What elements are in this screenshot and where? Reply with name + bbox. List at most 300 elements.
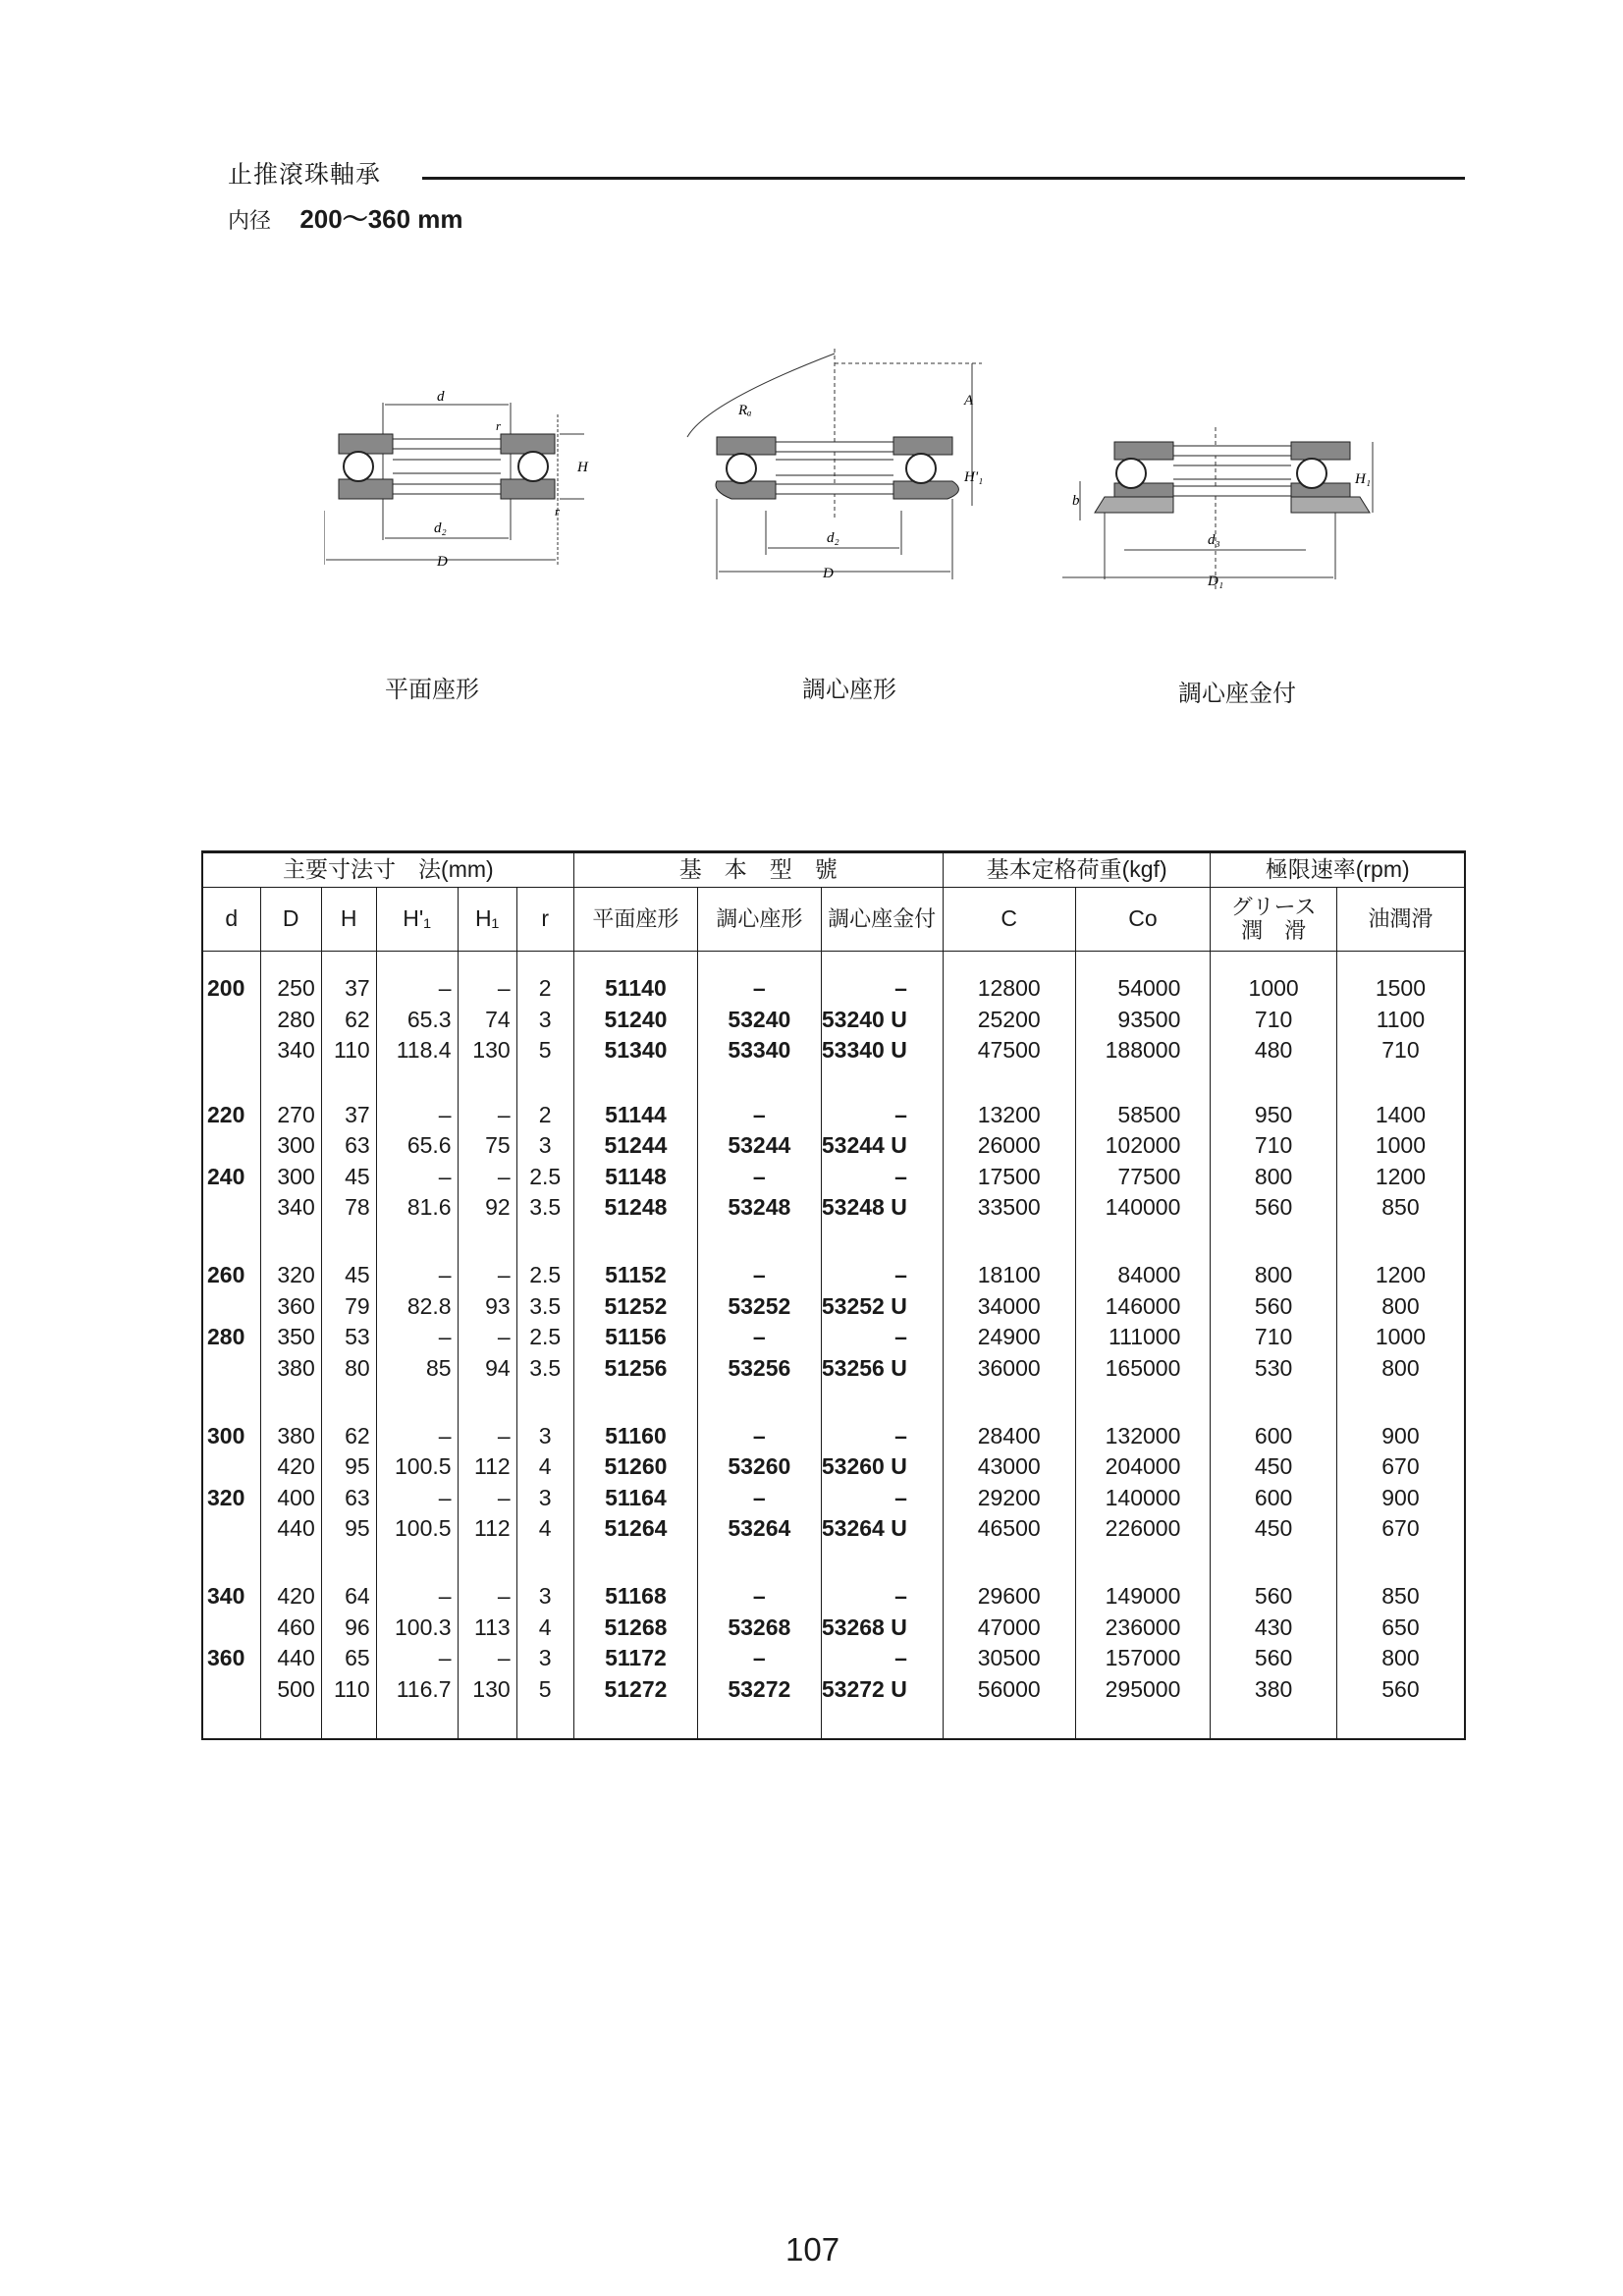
table-row-value: 53248 U (821, 1194, 907, 1221)
table-row-value: 500 (277, 1675, 315, 1702)
table-row-value: 2.5 (529, 1262, 562, 1288)
table-cell-col-5 (516, 1417, 573, 1578)
table-row-value: 200 (207, 975, 245, 1001)
table-row-value: 53268 U (821, 1613, 907, 1640)
table-row-value: 37 (345, 1101, 370, 1127)
table-row-value: 53268 (728, 1613, 791, 1640)
page-number: 107 (785, 2231, 840, 2268)
table-row-value: 480 (1254, 1037, 1293, 1064)
table-row-value: 1200 (1375, 1163, 1427, 1189)
table-row-value: – (497, 1262, 511, 1288)
table-cell-col-8 (821, 1577, 943, 1738)
table-cell-col-3 (376, 952, 458, 1096)
table-row-value: 24900 (977, 1324, 1041, 1350)
col-header-aligning-seat: 調心座形 (698, 888, 821, 952)
table-cell-col-9 (943, 1256, 1075, 1417)
table-row-value: 220 (207, 1101, 245, 1127)
table-cell-col-0 (202, 1417, 260, 1578)
table-row-value: 3.5 (529, 1292, 562, 1319)
table-row-value: 75 (485, 1132, 511, 1159)
table-cell-col-0 (202, 1256, 260, 1417)
table-row-value (203, 1291, 260, 1323)
col-header-H1-prime: H'₁ (376, 888, 458, 952)
table-cell-col-4 (458, 952, 516, 1096)
table-row-value: – (752, 975, 766, 1001)
table-row-value: 149000 (1105, 1583, 1181, 1610)
table-cell-col-3 (376, 1577, 458, 1738)
table-row-value: 800 (1381, 1292, 1420, 1319)
group-header-dimensions: 主要寸法寸 法(mm) (202, 852, 573, 888)
table-cell-col-5 (516, 952, 573, 1096)
table-row-value: 51168 (605, 1583, 667, 1610)
table-row-value: 29600 (977, 1583, 1041, 1610)
table-row-value: – (752, 1324, 766, 1350)
table-row-value: 130 (472, 1675, 511, 1702)
subtitle (228, 199, 463, 236)
table-cell-col-8 (821, 1256, 943, 1417)
table-row-value: 65.3 (406, 1006, 452, 1032)
table-row-value (203, 1130, 260, 1162)
table-row-value: 430 (1254, 1613, 1293, 1640)
table-row-value: 280 (207, 1324, 245, 1350)
table-cell-col-9 (943, 1417, 1075, 1578)
table-row-value: 45 (345, 1262, 370, 1288)
svg-text:D: D (437, 554, 448, 570)
table-row-value: – (497, 1101, 511, 1127)
table-row-value: 710 (1381, 1037, 1420, 1064)
table-cell-col-9 (943, 1096, 1075, 1257)
table-spacer-row (202, 1738, 1465, 1739)
table-row-value: 140000 (1105, 1194, 1181, 1221)
table-row-value: 51256 (604, 1354, 668, 1381)
table-row-value: 320 (277, 1262, 315, 1288)
table-row-value (203, 1451, 260, 1483)
table-row-value: 51252 (604, 1292, 668, 1319)
table-row-value: 81.6 (406, 1194, 452, 1221)
diagram-label-flat-seat: 平面座形 (385, 676, 479, 703)
table-row-value (203, 1005, 260, 1036)
table-row-value: 53340 U (821, 1037, 907, 1064)
aligning-seat-bearing-drawing (677, 344, 1001, 589)
table-row-value: 65.6 (406, 1132, 452, 1159)
table-row-value: 25200 (977, 1006, 1041, 1032)
table-row-value: 800 (1254, 1163, 1293, 1189)
svg-text:D: D (823, 566, 834, 581)
table-row-value: 560 (1254, 1292, 1293, 1319)
svg-text:r: r (496, 418, 502, 433)
table-row-value: 63 (345, 1132, 370, 1159)
table-row-value: 670 (1381, 1515, 1420, 1542)
table-row-value: – (752, 1262, 766, 1288)
table-row-value: 53272 (728, 1675, 791, 1702)
table-cell-col-3 (376, 1417, 458, 1578)
table-row-value: 51340 (604, 1037, 668, 1064)
table-block (202, 1417, 1465, 1578)
table-row-value: – (894, 1484, 907, 1510)
table-cell-col-6 (573, 1417, 697, 1578)
page-title: 止推滾珠軸承 (228, 160, 382, 189)
svg-text:H: H (577, 460, 588, 475)
table-row-value (203, 1353, 260, 1385)
col-header-D: D (260, 888, 321, 952)
flat-seat-bearing-drawing (324, 383, 609, 579)
table-row-value: 95 (345, 1515, 370, 1542)
table-row-value: 53264 U (821, 1515, 907, 1542)
table-cell-col-2 (321, 1417, 376, 1578)
table-cell-col-12 (1336, 1577, 1465, 1738)
table-row-value: 240 (207, 1163, 245, 1189)
table-cell-col-12 (1336, 1096, 1465, 1257)
svg-text:r: r (555, 504, 561, 519)
table-row-value: 94 (485, 1354, 511, 1381)
table-row-value (203, 1674, 260, 1706)
table-row-value: 1400 (1375, 1101, 1427, 1127)
table-cell-col-0 (202, 952, 260, 1096)
table-block (202, 1577, 1465, 1738)
table-row-value: 950 (1254, 1101, 1293, 1127)
diagram-flat-seat (324, 383, 609, 579)
table-row-value: 51248 (604, 1194, 668, 1221)
table-row-value: 146000 (1105, 1292, 1181, 1319)
table-row-value: 46500 (977, 1515, 1041, 1542)
diagram-aligning-seat (677, 344, 1001, 589)
table-row-value: 236000 (1105, 1613, 1181, 1640)
table-row-value: 4 (538, 1453, 552, 1480)
table-row-value: 51156 (605, 1324, 667, 1350)
table-row-value (203, 1513, 260, 1545)
table-row-value: 36000 (977, 1354, 1041, 1381)
table-cell-col-7 (698, 1577, 821, 1738)
table-row-value: 1200 (1375, 1262, 1427, 1288)
table-row-value: 300 (207, 1422, 245, 1449)
table-row-value: 1500 (1375, 975, 1427, 1001)
table-cell-col-11 (1211, 952, 1336, 1096)
table-cell-col-7 (698, 1256, 821, 1417)
table-row-value: 33500 (977, 1194, 1041, 1221)
table-row-value: 110 (334, 1675, 370, 1702)
col-header-r: r (516, 888, 573, 952)
table-row-value: 900 (1381, 1484, 1420, 1510)
table-row-value: 26000 (977, 1132, 1041, 1159)
table-cell-col-2 (321, 952, 376, 1096)
table-row-value: 56000 (977, 1675, 1041, 1702)
table-row-value: 600 (1254, 1422, 1293, 1449)
table-row-value: 113 (474, 1613, 511, 1640)
table-row-value: 95 (345, 1453, 370, 1480)
table-row-value: 111000 (1109, 1324, 1181, 1350)
table-row-value: 28400 (977, 1422, 1041, 1449)
table-row-value: – (752, 1645, 766, 1671)
table-row-value: – (438, 1324, 452, 1350)
table-row-value: 53248 (728, 1194, 791, 1221)
table-cell-col-8 (821, 1417, 943, 1578)
table-row-value: 110 (334, 1037, 370, 1064)
table-cell-col-6 (573, 952, 697, 1096)
table-row-value: 85 (425, 1354, 452, 1381)
table-row-value: 3.5 (529, 1194, 562, 1221)
table-row-value: 51148 (605, 1163, 667, 1189)
table-row-value: 2.5 (529, 1324, 562, 1350)
table-row-value: 380 (277, 1422, 315, 1449)
svg-text:d₂: d₂ (434, 520, 447, 536)
table-row-value: 2 (538, 1101, 552, 1127)
table-row-value: – (497, 1422, 511, 1449)
group-header-speed: 極限速率(rpm) (1211, 852, 1465, 888)
table-cell-col-1 (260, 1256, 321, 1417)
table-row-value: 670 (1381, 1453, 1420, 1480)
table-row-value: 118.4 (396, 1037, 452, 1064)
table-row-value: 51152 (605, 1262, 667, 1288)
table-row-value: 800 (1254, 1262, 1293, 1288)
table-row-value: 3.5 (529, 1354, 562, 1381)
table-row-value: – (438, 1583, 452, 1610)
table-cell-col-4 (458, 1256, 516, 1417)
table-row-value: 1100 (1376, 1006, 1426, 1032)
table-cell-col-11 (1211, 1256, 1336, 1417)
table-row-value: 3 (538, 1583, 552, 1610)
table-row-value (203, 1035, 260, 1066)
table-row-value: 900 (1381, 1422, 1420, 1449)
table-row-value: 53272 U (821, 1675, 907, 1702)
table-row-value: 51260 (604, 1453, 668, 1480)
table-row-value: 53252 (728, 1292, 791, 1319)
table-row-value: – (438, 1484, 452, 1510)
table-row-value: 5 (538, 1675, 552, 1702)
table-cell-col-12 (1336, 1417, 1465, 1578)
table-row-value: 112 (474, 1515, 511, 1542)
table-row-value: 710 (1254, 1132, 1293, 1159)
table-row-value: 560 (1254, 1645, 1293, 1671)
table-row-value: 340 (277, 1037, 315, 1064)
table-row-value: 100.5 (395, 1515, 452, 1542)
table-row-value: – (894, 1262, 907, 1288)
table-cell-col-5 (516, 1577, 573, 1738)
table-row-value: 3 (538, 1422, 552, 1449)
table-row-value (203, 1613, 260, 1644)
table-row-value: 51244 (604, 1132, 668, 1159)
table-row-value: 74 (485, 1006, 511, 1032)
table-row-value: 450 (1254, 1453, 1293, 1480)
table-cell-col-9 (943, 1577, 1075, 1738)
table-cell-col-10 (1075, 952, 1211, 1096)
svg-text:H₁: H₁ (1355, 471, 1372, 487)
table-row-value: 78 (345, 1194, 370, 1221)
table-row-value: 710 (1254, 1324, 1293, 1350)
table-cell-col-6 (573, 1096, 697, 1257)
diagram-aligning-seat-washer (1060, 422, 1375, 599)
col-header-oil: 油潤滑 (1336, 888, 1465, 952)
table-row-value: 53256 U (821, 1354, 907, 1381)
table-row-value: – (438, 1422, 452, 1449)
table-row-value: 4 (538, 1613, 552, 1640)
table-row-value: 420 (277, 1453, 315, 1480)
table-row-value: 3 (538, 1132, 552, 1159)
table-row-value: 45 (345, 1163, 370, 1189)
table-row-value: 51268 (604, 1613, 668, 1640)
table-row-value: 1000 (1375, 1132, 1427, 1159)
table-cell-col-1 (260, 1577, 321, 1738)
table-row-value: – (497, 1484, 511, 1510)
table-row-value: – (497, 1583, 511, 1610)
table-row-value: 440 (277, 1645, 315, 1671)
table-row-value: 460 (277, 1613, 315, 1640)
table-cell-col-10 (1075, 1096, 1211, 1257)
table-row-value: 53244 (728, 1132, 791, 1159)
table-cell-col-10 (1075, 1577, 1211, 1738)
aligning-seat-washer-bearing-drawing (1060, 422, 1375, 599)
table-row-value: – (752, 1101, 766, 1127)
table-row-value: 380 (277, 1354, 315, 1381)
svg-text:A: A (964, 393, 974, 409)
table-row-value: – (497, 1324, 511, 1350)
table-row-value: – (894, 1645, 907, 1671)
table-row-value: 13200 (977, 1101, 1041, 1127)
table-row-value: 1000 (1248, 975, 1299, 1001)
table-row-value: 62 (345, 1422, 370, 1449)
table-row-value: – (438, 975, 452, 1001)
table-cell-col-2 (321, 1577, 376, 1738)
table-cell-col-4 (458, 1096, 516, 1257)
table-row-value: 100.5 (395, 1453, 452, 1480)
table-row-value: 112 (474, 1453, 511, 1480)
table-row-value: – (438, 1645, 452, 1671)
table-row-value: 18100 (977, 1262, 1041, 1288)
table-row-value: – (438, 1262, 452, 1288)
table-row-value: 64 (345, 1583, 370, 1610)
table-row-value: 100.3 (395, 1613, 452, 1640)
table-row-value: 295000 (1105, 1675, 1181, 1702)
table-row-value: 157000 (1105, 1645, 1181, 1671)
table-row-value: 51144 (605, 1101, 667, 1127)
table-row-value: 600 (1254, 1484, 1293, 1510)
table-row-value: 850 (1381, 1583, 1420, 1610)
table-row-value: 84000 (1117, 1262, 1181, 1288)
svg-text:d: d (437, 389, 445, 405)
table-cell-col-9 (943, 952, 1075, 1096)
table-row-value: 51160 (605, 1422, 667, 1449)
col-header-aligning-washer: 調心座金付 (821, 888, 943, 952)
table-cell-col-8 (821, 952, 943, 1096)
group-header-model: 基 本 型 號 (573, 852, 943, 888)
table-row-value: 54000 (1117, 975, 1181, 1001)
table-cell-col-3 (376, 1256, 458, 1417)
table-cell-col-0 (202, 1096, 260, 1257)
table-row-value: 2.5 (529, 1163, 562, 1189)
table-row-value: 116.7 (396, 1675, 452, 1702)
table-cell-col-10 (1075, 1256, 1211, 1417)
table-row-value: 1000 (1375, 1324, 1427, 1350)
table-row-value: 188000 (1105, 1037, 1181, 1064)
table-row-value: 96 (345, 1613, 370, 1640)
table-row-value: 340 (277, 1194, 315, 1221)
table-row-value: 53264 (728, 1515, 791, 1542)
table-cell-col-7 (698, 1096, 821, 1257)
table-row-value: 47000 (977, 1613, 1041, 1640)
table-cell-col-11 (1211, 1577, 1336, 1738)
spec-table-body (202, 952, 1465, 1740)
table-row-value: 3 (538, 1645, 552, 1671)
diagram-label-aligning-seat: 調心座形 (802, 676, 896, 703)
table-row-value: 51272 (604, 1675, 668, 1702)
subtitle-range: 200～360 mm (299, 204, 463, 234)
table-cell-col-5 (516, 1256, 573, 1417)
table-row-value: 130 (472, 1037, 511, 1064)
table-row-value: 5 (538, 1037, 552, 1064)
table-cell-col-12 (1336, 952, 1465, 1096)
table-cell-col-10 (1075, 1417, 1211, 1578)
table-row-value: 53240 U (821, 1006, 907, 1032)
table-row-value: 260 (207, 1262, 245, 1288)
table-row-value: 800 (1381, 1354, 1420, 1381)
table-row-value: 53252 U (821, 1292, 907, 1319)
svg-text:D₁: D₁ (1208, 574, 1224, 589)
table-cell-col-3 (376, 1096, 458, 1257)
table-row-value: 650 (1381, 1613, 1420, 1640)
table-row-value: – (894, 975, 907, 1001)
table-row-value: 65 (345, 1645, 370, 1671)
table-row-value: 400 (277, 1484, 315, 1510)
table-row-value: 62 (345, 1006, 370, 1032)
diagram-label-aligning-seat-washer: 調心座金付 (1178, 680, 1296, 707)
table-block (202, 1256, 1465, 1417)
table-cell-col-7 (698, 1417, 821, 1578)
title-rule (422, 177, 1465, 180)
table-row-value: – (752, 1583, 766, 1610)
table-row-value: 560 (1381, 1675, 1420, 1702)
svg-text:d₃: d₃ (1208, 532, 1220, 548)
table-row-value: 280 (277, 1006, 315, 1032)
table-row-value: 12800 (977, 975, 1041, 1001)
table-row-value: – (497, 1163, 511, 1189)
table-row-value: 51264 (604, 1515, 668, 1542)
group-header-load: 基本定格荷重(kgf) (943, 852, 1211, 888)
table-row-value: – (894, 1101, 907, 1127)
table-row-value: 850 (1381, 1194, 1420, 1221)
table-row-value: – (752, 1484, 766, 1510)
svg-text:H'₁: H'₁ (964, 469, 984, 485)
table-row-value: 53 (345, 1324, 370, 1350)
table-row-value: 340 (207, 1583, 245, 1610)
table-row-value: 58500 (1117, 1101, 1181, 1127)
table-cell-col-2 (321, 1256, 376, 1417)
table-row-value: 165000 (1105, 1354, 1181, 1381)
col-header-C: C (943, 888, 1075, 952)
table-row-value: 450 (1254, 1515, 1293, 1542)
table-row-value: 51172 (605, 1645, 667, 1671)
table-row-value: 77500 (1117, 1163, 1181, 1189)
table-row-value: – (438, 1101, 452, 1127)
col-header-H1: H₁ (458, 888, 516, 952)
table-row-value: 4 (538, 1515, 552, 1542)
table-row-value: 132000 (1105, 1422, 1181, 1449)
table-row-value: 30500 (977, 1645, 1041, 1671)
table-row-value: 420 (277, 1583, 315, 1610)
table-row-value: 53240 (728, 1006, 791, 1032)
table-row-value: 51140 (605, 975, 667, 1001)
table-row-value: 320 (207, 1484, 245, 1510)
table-row-value: 51240 (604, 1006, 668, 1032)
table-row-value: 530 (1254, 1354, 1293, 1381)
svg-text:d₂: d₂ (827, 530, 839, 546)
table-row-value: 226000 (1105, 1515, 1181, 1542)
table-row-value: 270 (277, 1101, 315, 1127)
table-row-value: 92 (485, 1194, 511, 1221)
table-row-value: 380 (1254, 1675, 1293, 1702)
table-row-value: 53260 U (821, 1453, 907, 1480)
table-row-value: 29200 (977, 1484, 1041, 1510)
table-row-value: 51164 (605, 1484, 667, 1510)
table-row-value: 53256 (728, 1354, 791, 1381)
